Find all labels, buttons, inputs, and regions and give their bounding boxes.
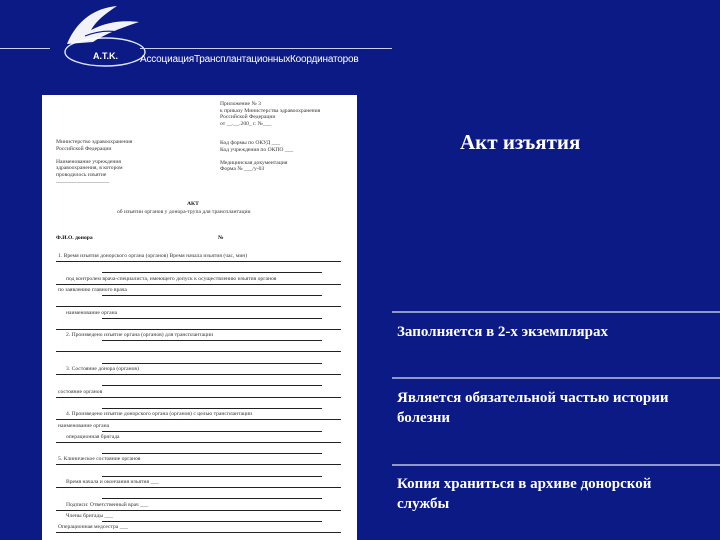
document-line: ___________________: [56, 178, 110, 184]
document-line: состояние органов: [58, 388, 103, 395]
document-rule: [102, 295, 322, 296]
atk-logo: [55, 2, 150, 70]
document-rule: [102, 431, 322, 432]
document-line: наименование органа: [58, 422, 110, 429]
act-title: АКТ: [187, 201, 199, 207]
document-line: Форма № ___/у-03: [220, 166, 265, 172]
header-line-left: [0, 48, 50, 49]
note-archive-copy: Копия храниться в архиве донорской службы: [397, 476, 652, 512]
note-copies: Заполняется в 2-х экземплярах: [397, 324, 609, 340]
document-line: по заявлению главного врача: [58, 286, 127, 293]
note-mandatory-part: Является обязательной частью истории болезни: [397, 390, 669, 426]
document-line: Российской Федерации: [220, 114, 276, 120]
document-rule: [102, 272, 322, 273]
document-rule: [102, 340, 322, 341]
document-rule: [56, 419, 341, 420]
document-line: 1. Время изъятия донорского органа (органов) Время начала изъятия (час, мин): [58, 253, 248, 259]
act-document: [42, 95, 357, 540]
document-rule: [56, 351, 341, 352]
donor-number-label: №: [218, 235, 224, 241]
document-line: к приказу Министерства здравоохранения: [220, 107, 321, 114]
donor-fio-label: Ф.И.О. донора: [56, 235, 93, 241]
document-line: Подписи: Ответственный врач ___: [66, 501, 149, 508]
document-line: Медицинская документация: [220, 159, 288, 166]
document-line: 4. Произведено изъятие донорского органа (органов) с целью трансплантации: [66, 411, 253, 418]
document-rule: [102, 476, 322, 477]
document-rule: [56, 397, 341, 398]
document-line: 3. Состояние донора (органов): [66, 366, 139, 372]
document-rule: [102, 521, 322, 522]
document-rule: [56, 261, 341, 262]
document-rule: [56, 510, 341, 511]
document-rule: [56, 532, 341, 533]
document-rule: [102, 408, 322, 409]
document-rule: [56, 487, 341, 488]
document-line: 2. Произведено изъятие органа (органов) для трансплантации: [66, 332, 214, 339]
separator-3: [392, 464, 720, 466]
separator-2: [392, 377, 720, 379]
document-line: Члены бригады ___: [66, 512, 113, 519]
document-line: наименование органа: [66, 309, 118, 316]
document-line: 5. Клиническое состояние органов: [58, 456, 141, 463]
organization-name: АссоциацияТрансплантационныхКоординаторов: [140, 54, 359, 65]
logo-text: A.T.K.: [93, 51, 119, 61]
document-line: Код формы по ОКУД ___: [220, 140, 281, 146]
act-subtitle: об изъятии органов у донора-трупа для трансплантации: [117, 209, 251, 215]
document-line: Код учреждения по ОКПО ___: [220, 146, 294, 153]
document-line: проводилось изъятие: [56, 171, 107, 178]
document-line: Наименование учреждения: [56, 158, 121, 165]
document-line: Российской Федерации: [56, 145, 112, 152]
document-rule: [102, 363, 322, 364]
document-line: под контролем врача-специалиста, имеющего допуск к осуществлению изъятия органов: [66, 275, 277, 282]
document-line: здравоохранения, в котором: [56, 165, 123, 171]
document-rule: [56, 329, 341, 330]
document-line: Операционная медсестра ___: [58, 524, 129, 531]
document-rule: [56, 306, 341, 307]
slide-title: Акт изъятия: [460, 130, 581, 154]
document-line: Приложение № 3: [220, 101, 261, 107]
document-rule: [102, 385, 322, 386]
document-rule: [102, 453, 322, 454]
document-rule: [56, 442, 341, 443]
header-line-right: [140, 48, 392, 49]
document-line: Время начала и окончания изъятия ___: [66, 479, 159, 485]
document-rule: [102, 498, 322, 499]
document-rule: [102, 318, 322, 319]
document-line: операционная бригада: [66, 433, 120, 440]
separator-1: [392, 311, 720, 313]
document-rule: [56, 284, 341, 285]
document-line: Министерство здравоохранения: [56, 139, 133, 145]
document-line: от __.__.200_ г. №___: [220, 120, 272, 127]
document-rule: [56, 374, 341, 375]
document-rule: [56, 464, 341, 465]
